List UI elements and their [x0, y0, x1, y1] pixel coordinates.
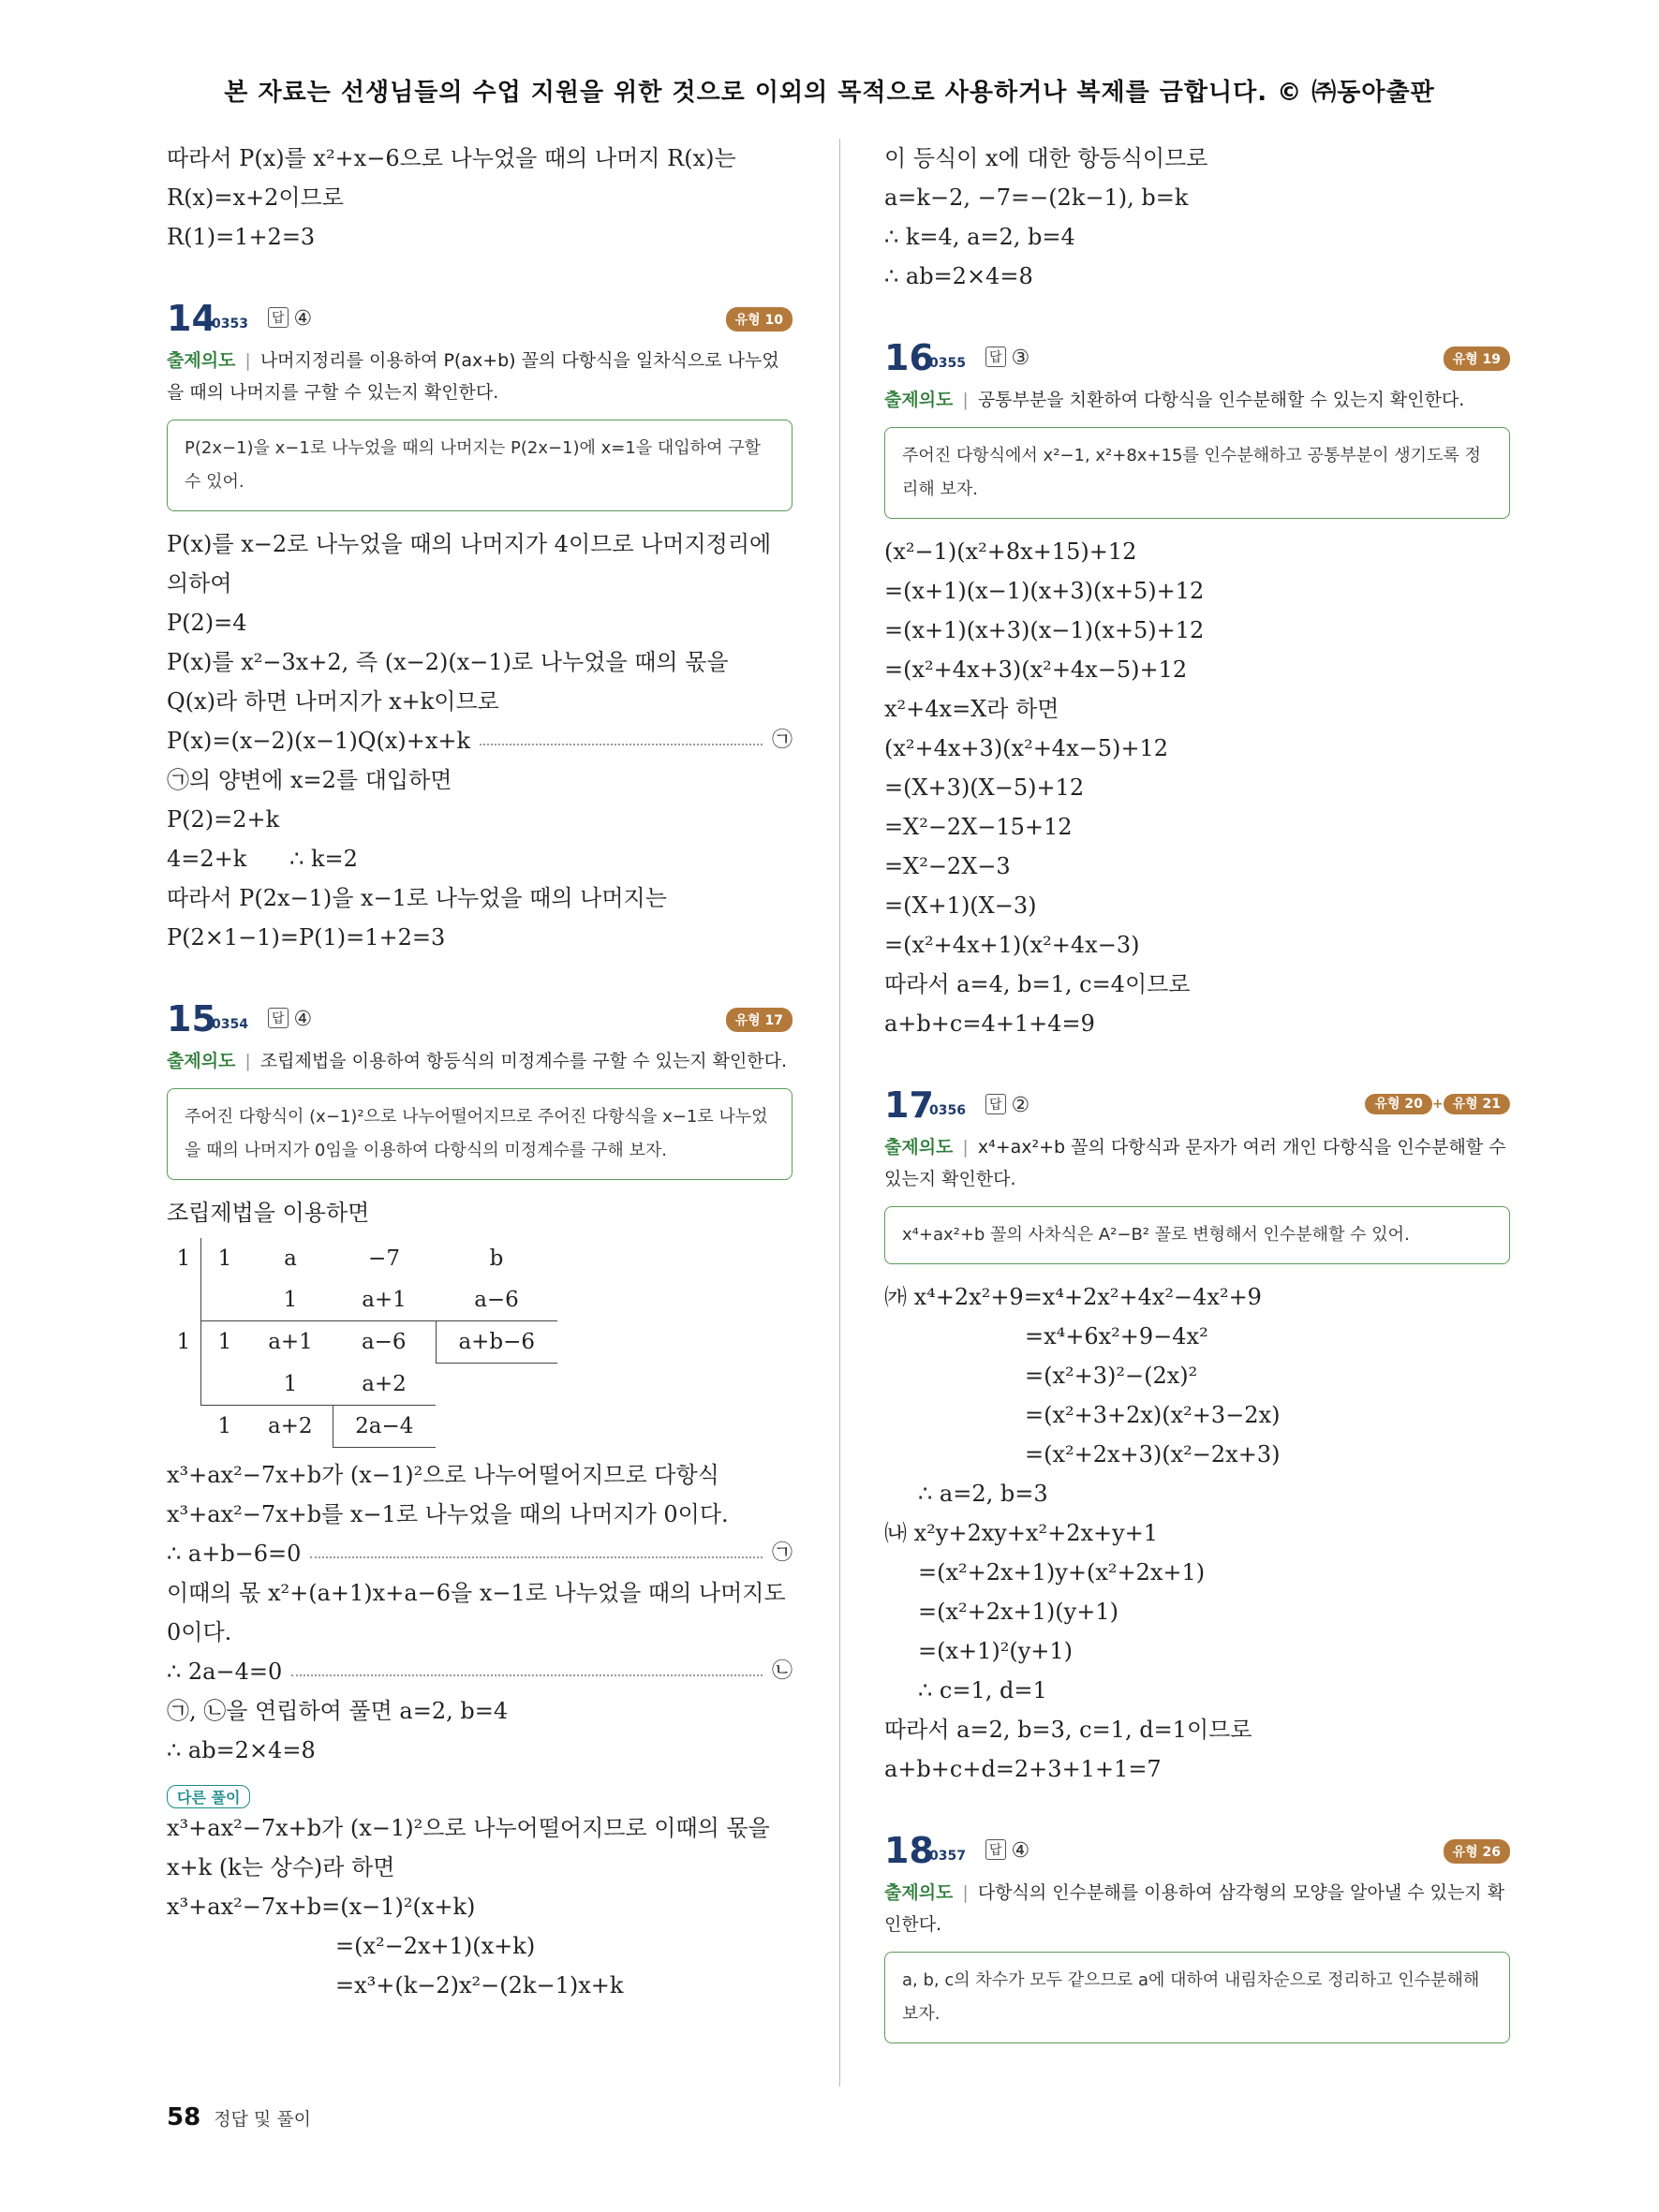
right-column: [884, 139, 1510, 2057]
intent-label: 출제의도: [884, 1137, 954, 1158]
solution-line: =x³+(k−2)x²−(2k−1)x+k: [335, 1971, 624, 1998]
synth-cell: a: [284, 1246, 297, 1271]
hint-box: P(2x−1)을 x−1로 나누었을 때의 나머지는 P(2x−1)에 x=1을 대입하여 구할 수 있어.: [167, 420, 792, 511]
solution-line: =(x+1)(x+3)(x−1)(x+5)+12: [884, 617, 1205, 643]
intro-line: a=k−2, −7=−(2k−1), b=k: [884, 184, 1189, 211]
q14-header: [167, 298, 792, 345]
synth-cell: 1: [176, 1330, 191, 1354]
equation-text: ∴ 2a−4=0: [167, 1658, 283, 1685]
question-number: 14: [167, 298, 216, 339]
question-code: 0354: [212, 1017, 248, 1032]
intent-text: 다항식의 인수분해를 이용하여 삼각형의 모양을 알아낼 수 있는지 확인한다.: [884, 1882, 1505, 1935]
copyright-banner: 본 자료는 선생님들의 수업 지원을 위한 것으로 이외의 목적으로 사용하거나 복제를 금합니다. © ㈜동아출판: [224, 79, 1435, 107]
solution-line: x³+ax²−7x+b가 (x−1)²으로 나누어떨어지므로 다항식: [167, 1461, 719, 1488]
intent-label: 출제의도: [884, 1882, 954, 1903]
question-intent: 출제의도 | 나머지정리를 이용하여 P(ax+b) 꼴의 다항식을 일차식으로 나누었을 때의 나머지를 구할 수 있는지 확인한다.: [167, 350, 779, 403]
q15-header: [167, 998, 792, 1045]
answer-label: [268, 1008, 312, 1031]
answer-value: ②: [1011, 1094, 1030, 1117]
intent-label: 출제의도: [167, 350, 236, 371]
solution-line: 따라서 a=4, b=1, c=4이므로: [884, 971, 1191, 997]
answer-tag: 답: [985, 1094, 1006, 1114]
type-badges: [1365, 1094, 1510, 1113]
synthetic-division-table: [167, 1238, 557, 1448]
intro-line: ∴ ab=2×4=8: [884, 263, 1033, 289]
left-column: [167, 139, 792, 2005]
marked-equation: [167, 1534, 792, 1573]
page-number: 58: [167, 2103, 201, 2131]
solution-line: 4=2+k ∴ k=2: [167, 846, 358, 872]
answer-value: ④: [293, 307, 313, 331]
solution-line: =X²−2X−15+12: [884, 814, 1073, 840]
solution-line: P(2)=4: [167, 610, 247, 636]
equation-mark: ㉡: [771, 1659, 792, 1683]
type-badge: 유형 20: [1365, 1094, 1431, 1114]
intro-line: 이 등식이 x에 대한 항등식이므로: [884, 145, 1208, 171]
equation-text: ∴ a+b−6=0: [167, 1540, 302, 1567]
answer-tag: 답: [268, 307, 289, 328]
answer-value: ④: [1011, 1839, 1030, 1863]
marked-equation: [167, 721, 792, 760]
solution-line: P(2)=2+k: [167, 806, 280, 833]
solution-line: =(X+1)(X−3): [884, 892, 1037, 919]
question-intent: 출제의도 | 조립제법을 이용하여 항등식의 미정계수를 구할 수 있는지 확인한다.: [167, 1051, 788, 1071]
synth-remainder: 2a−4: [333, 1405, 436, 1447]
page-section-title: 정답 및 풀이: [214, 2109, 312, 2130]
synth-cell: 1: [201, 1321, 249, 1364]
solution-line: 따라서 a=2, b=3, c=1, d=1이므로: [884, 1717, 1252, 1743]
solution-line: 따라서 P(2x−1)을 x−1로 나누었을 때의 나머지는: [167, 885, 667, 911]
solution-line: =(x²+2x+1)y+(x²+2x+1): [918, 1559, 1206, 1585]
page-footer: [167, 2103, 311, 2131]
solution-line: P(x)를 x−2로 나누었을 때의 나머지가 4이므로 나머지정리에: [167, 531, 772, 557]
synth-cell: 1: [176, 1246, 191, 1271]
question-code: 0357: [929, 1849, 966, 1864]
solution-line: Q(x)라 하면 나머지가 x+k이므로: [167, 688, 499, 715]
question-code: 0356: [929, 1103, 966, 1118]
solution-line: =X²−2X−3: [884, 853, 1011, 879]
question-code: 0355: [929, 356, 966, 371]
type-badge: 유형 21: [1444, 1094, 1510, 1114]
solution-line: x²+4x=X라 하면: [884, 696, 1059, 722]
synth-cell: b: [489, 1246, 504, 1271]
column-divider: [839, 139, 840, 2087]
question-number: 15: [167, 998, 216, 1040]
marked-equation: [167, 1652, 792, 1691]
solution-line: ∴ c=1, d=1: [918, 1677, 1047, 1703]
solution-line: =(x²+2x+1)(y+1): [918, 1599, 1118, 1625]
intent-text: 나머지정리를 이용하여 P(ax+b) 꼴의 다항식을 일차식으로 나누었을 때의 나머지를 구할 수 있는지 확인한다.: [167, 350, 779, 403]
intro-line: ∴ k=4, a=2, b=4: [884, 224, 1075, 250]
solution-line: =(x²+3)²−(2x)²: [1025, 1363, 1198, 1389]
solution-line: =(x²+3+2x)(x²+3−2x): [1025, 1402, 1281, 1428]
solution-line: P(2×1−1)=P(1)=1+2=3: [167, 924, 446, 951]
solution-line: a+b+c+d=2+3+1+1=7: [884, 1756, 1162, 1782]
answer-value: ③: [1011, 347, 1030, 370]
synth-cell: −7: [368, 1246, 400, 1271]
solution-line: =(x+1)²(y+1): [918, 1638, 1074, 1664]
type-badge: 유형 10: [726, 307, 792, 332]
solution-line: x+k (k는 상수)라 하면: [167, 1853, 395, 1880]
question-code: 0353: [212, 317, 248, 332]
synth-cell: a+2: [267, 1413, 313, 1438]
solution-line: 이때의 몫 x²+(a+1)x+a−6을 x−1로 나누었을 때의 나머지도 0이다.: [167, 1579, 786, 1645]
hint-box: a, b, c의 차수가 모두 같으므로 a에 대하여 내림차순으로 정리하고 인수분해해 보자.: [884, 1952, 1510, 2043]
synth-cell: 1: [248, 1364, 333, 1406]
answer-label: [985, 1839, 1029, 1863]
solution-line: 의하여: [167, 570, 232, 597]
alt-solution-tag: 다른 풀이: [167, 1785, 250, 1808]
type-badge: 유형 17: [726, 1008, 792, 1032]
solution-line: x³+ax²−7x+b를 x−1로 나누었을 때의 나머지가 0이다.: [167, 1500, 729, 1527]
q16-header: [884, 337, 1510, 384]
synth-cell: 1: [248, 1279, 333, 1321]
solution-line: ∴ a=2, b=3: [918, 1481, 1048, 1507]
solution-line: ㈏ x²y+2xy+x²+2x+y+1: [884, 1520, 1159, 1546]
question-intent: 출제의도 | x⁴+ax²+b 꼴의 다항식과 문자가 여러 개인 다항식을 인수분해할 수 있는지 확인한다.: [884, 1137, 1506, 1189]
solution-line: =(x²−2x+1)(x+k): [335, 1932, 536, 1959]
question-intent: 출제의도 | 다항식의 인수분해를 이용하여 삼각형의 모양을 알아낼 수 있는지 확인한다.: [884, 1882, 1505, 1935]
question-intent: 출제의도 | 공통부분을 치환하여 다항식을 인수분해할 수 있는지 확인한다.: [884, 390, 1465, 410]
solution-line: x³+ax²−7x+b가 (x−1)²으로 나누어떨어지므로 이때의 몫을: [167, 1814, 770, 1841]
synth-cell: a+2: [333, 1364, 436, 1406]
equation-mark: ㉠: [771, 729, 792, 752]
answer-value: ④: [293, 1008, 313, 1031]
solution-line: ∴ ab=2×4=8: [167, 1736, 316, 1763]
answer-label: [985, 347, 1029, 370]
answer-label: [985, 1094, 1029, 1117]
solution-line: =(x²+4x+3)(x²+4x−5)+12: [884, 656, 1188, 683]
solution-line: =x⁴+6x²+9−4x²: [1025, 1323, 1208, 1349]
badge-plus: +: [1431, 1097, 1444, 1112]
solution-line: =(x+1)(x−1)(x+3)(x+5)+12: [884, 578, 1205, 604]
hint-box: x⁴+ax²+b 꼴의 사차식은 A²−B² 꼴로 변형해서 인수분해할 수 있어.: [884, 1206, 1510, 1264]
solution-line: a+b+c=4+1+4=9: [884, 1010, 1095, 1037]
answer-tag: 답: [985, 1839, 1006, 1860]
solution-line: ㉠, ㉡을 연립하여 풀면 a=2, b=4: [167, 1697, 509, 1724]
solution-line: ㉠의 양변에 x=2를 대입하면: [167, 767, 452, 793]
type-badge: 유형 19: [1444, 347, 1510, 371]
intent-text: x⁴+ax²+b 꼴의 다항식과 문자가 여러 개인 다항식을 인수분해할 수 있는지 확인한다.: [884, 1137, 1506, 1189]
question-number: 17: [884, 1084, 934, 1126]
solution-line: x³+ax²−7x+b=(x−1)²(x+k): [167, 1893, 476, 1920]
intent-text: 조립제법을 이용하여 항등식의 미정계수를 구할 수 있는지 확인한다.: [259, 1051, 788, 1071]
intro-line: R(x)=x+2이므로: [167, 184, 344, 211]
answer-label: [268, 307, 312, 331]
intent-text: 공통부분을 치환하여 다항식을 인수분해할 수 있는지 확인한다.: [977, 390, 1465, 410]
synth-cell: a+1: [333, 1279, 436, 1321]
type-badge: 유형 26: [1444, 1839, 1510, 1864]
hint-box: 주어진 다항식에서 x²−1, x²+8x+15를 인수분해하고 공통부분이 생기도록 정리해 보자.: [884, 427, 1510, 519]
solution-line: 조립제법을 이용하면: [167, 1200, 370, 1226]
answer-tag: 답: [268, 1008, 289, 1028]
q17-header: [884, 1084, 1510, 1131]
question-number: 18: [884, 1830, 934, 1871]
synth-remainder: a+b−6: [436, 1321, 557, 1364]
q18-header: [884, 1830, 1510, 1877]
hint-box: 주어진 다항식이 (x−1)²으로 나누어떨어지므로 주어진 다항식을 x−1로 나누었을 때의 나머지가 0임을 이용하여 다항식의 미정계수를 구해 보자.: [167, 1088, 792, 1180]
solution-line: =(x²+4x+1)(x²+4x−3): [884, 932, 1140, 958]
solution-line: =(x²+2x+3)(x²−2x+3): [1025, 1441, 1281, 1467]
intro-line: R(1)=1+2=3: [167, 224, 316, 250]
solution-line: =(X+3)(X−5)+12: [884, 774, 1085, 801]
intro-line: 따라서 P(x)를 x²+x−6으로 나누었을 때의 나머지 R(x)는: [167, 145, 736, 171]
synth-cell: a+1: [268, 1330, 313, 1355]
equation-text: P(x)=(x−2)(x−1)Q(x)+x+k: [167, 728, 471, 754]
solution-line: (x²−1)(x²+8x+15)+12: [884, 538, 1137, 565]
answer-tag: 답: [985, 347, 1006, 367]
synth-cell: 1: [217, 1413, 232, 1438]
synth-cell: 1: [201, 1238, 249, 1279]
synth-cell: a−6: [361, 1330, 407, 1355]
intent-label: 출제의도: [167, 1051, 236, 1071]
synth-cell: a−6: [436, 1279, 557, 1321]
solution-line: P(x)를 x²−3x+2, 즉 (x−2)(x−1)로 나누었을 때의 몫을: [167, 649, 729, 675]
solution-line: (x²+4x+3)(x²+4x−5)+12: [884, 735, 1168, 761]
equation-mark: ㉠: [771, 1541, 792, 1565]
solution-line: ㈎ x⁴+2x²+9=x⁴+2x²+4x²−4x²+9: [884, 1284, 1262, 1310]
question-number: 16: [884, 337, 934, 378]
intent-label: 출제의도: [884, 390, 954, 410]
